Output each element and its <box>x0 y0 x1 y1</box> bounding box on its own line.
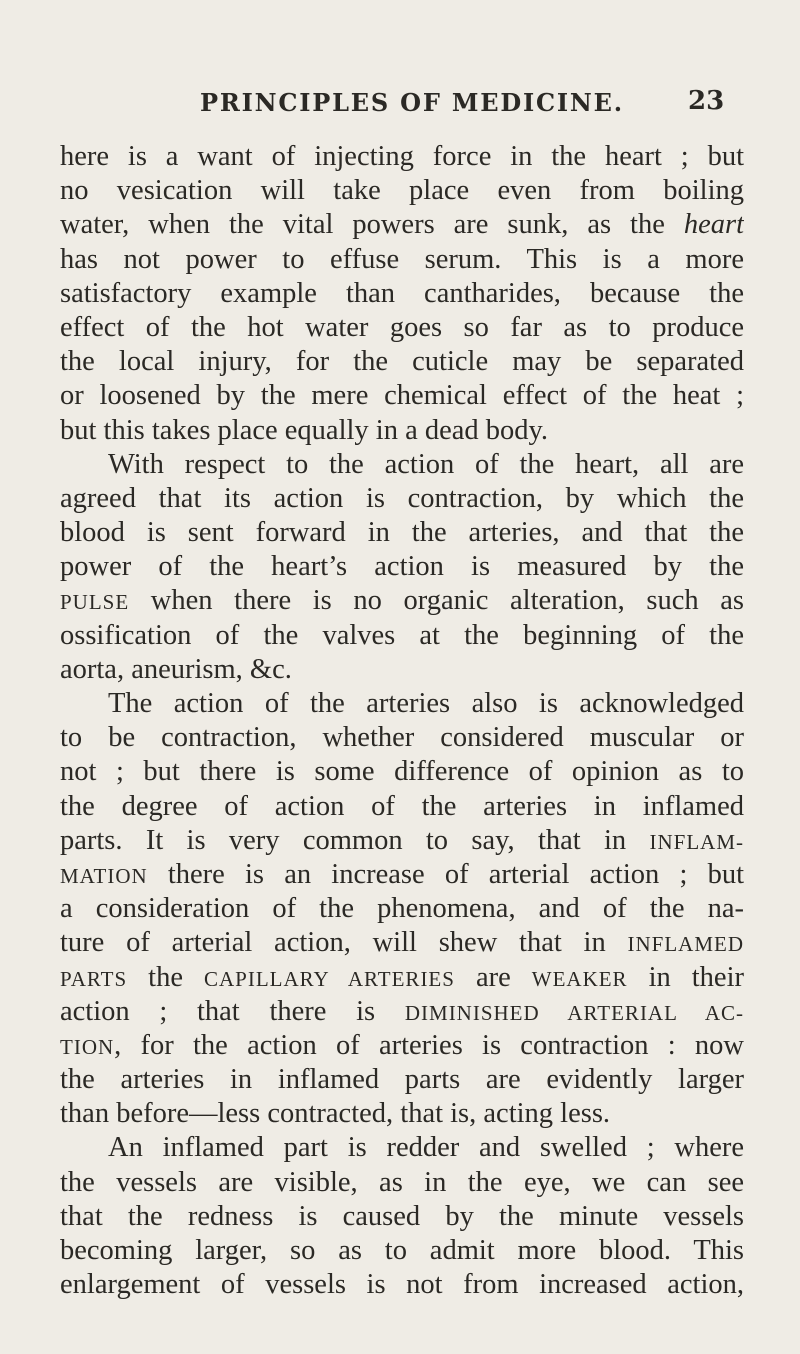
text-run: there is an increase of arterial action ; but <box>147 858 744 890</box>
text-line: but this takes place equally in a dead body. <box>60 414 549 446</box>
text-line: blood is sent forward in the arteries, and that the <box>60 517 744 549</box>
text-line: With respect to the action of the heart, all are <box>108 448 744 480</box>
text-line: An inflamed part is redder and swelled ; where <box>108 1132 744 1164</box>
text-line <box>60 995 744 1029</box>
text-run: are <box>454 961 532 993</box>
text-line: to be contraction, whether considered muscular or <box>60 722 744 754</box>
text-line: the local injury, for the cuticle may be separated <box>60 346 744 378</box>
text-line: here is a want of injecting force in the heart ; but <box>60 141 744 172</box>
text-line: or loosened by the mere chemical effect of the heat ; <box>60 380 744 412</box>
running-header: PRINCIPLES OF MEDICINE. <box>200 88 624 117</box>
text-line: the arteries in inflamed parts are evidently larger <box>60 1064 744 1096</box>
text-line <box>60 208 744 242</box>
text-line <box>60 926 744 960</box>
text-line <box>60 961 744 995</box>
text-line: power of the heart’s action is measured by the <box>60 551 744 583</box>
paragraph-4 <box>60 1131 744 1302</box>
text-line: the vessels are visible, as in the eye, we can see <box>60 1166 744 1198</box>
text-line: The action of the arteries also is acknowledged <box>108 688 744 719</box>
text-line: that the redness is caused by the minute vessels <box>60 1200 744 1232</box>
text-line <box>60 858 744 892</box>
page-body <box>60 140 744 1302</box>
text-run: the <box>127 961 204 993</box>
text-line: enlargement of vessels is not from increased action, <box>60 1269 744 1301</box>
small-caps-term: PARTS <box>60 966 128 991</box>
page-number: 23 <box>688 86 725 116</box>
text-line: becoming larger, so as to admit more blood. This <box>60 1235 744 1266</box>
small-caps-term: INFLAMED <box>627 932 744 957</box>
text-line <box>60 1029 744 1063</box>
text-line: than before—less contracted, that is, acting less. <box>60 1098 611 1130</box>
small-caps-term: DIMINISHED ARTERIAL AC- <box>404 1000 744 1025</box>
paragraph-2 <box>60 448 744 687</box>
text-line: aorta, aneurism, &c. <box>60 653 292 685</box>
paragraph-3 <box>60 687 744 1131</box>
text-line: ossification of the valves at the beginning of the <box>60 619 744 651</box>
small-caps-term: CAPILLARY ARTERIES <box>204 966 455 991</box>
text-run: , for the action of arteries is contraction : now <box>114 1029 744 1061</box>
text-line: not ; but there is some difference of opinion as to <box>60 756 744 788</box>
text-line: has not power to effuse serum. This is a more <box>60 243 744 275</box>
small-caps-term: INFLAM- <box>649 829 744 854</box>
text-line: no vesication will take place even from boiling <box>60 175 744 207</box>
small-caps-term: PULSE <box>60 590 130 615</box>
small-caps-term: MATION <box>60 863 148 888</box>
small-caps-term: WEAKER <box>531 966 628 991</box>
text-line <box>60 824 744 858</box>
text-run: parts. It is very common to say, that in <box>60 824 650 856</box>
text-run: action ; that there is <box>60 995 405 1027</box>
text-line: satisfactory example than cantharides, because the <box>60 277 744 309</box>
text-run: when there is no organic alteration, such as <box>129 585 744 617</box>
text-line: the degree of action of the arteries in inflamed <box>60 790 744 822</box>
paragraph-1 <box>60 140 744 448</box>
text-line <box>60 584 744 618</box>
small-caps-term: TION <box>60 1034 115 1059</box>
text-line: a consideration of the phenomena, and of the na- <box>60 893 744 925</box>
text-run: in their <box>627 961 744 993</box>
italic-word: heart <box>683 209 744 241</box>
text-line: effect of the hot water goes so far as to produce <box>60 311 744 343</box>
text-line: agreed that its action is contraction, by which the <box>60 482 744 514</box>
text-run: ture of arterial action, will shew that in <box>60 927 628 959</box>
text-run: water, when the vital powers are sunk, as the <box>60 209 684 241</box>
